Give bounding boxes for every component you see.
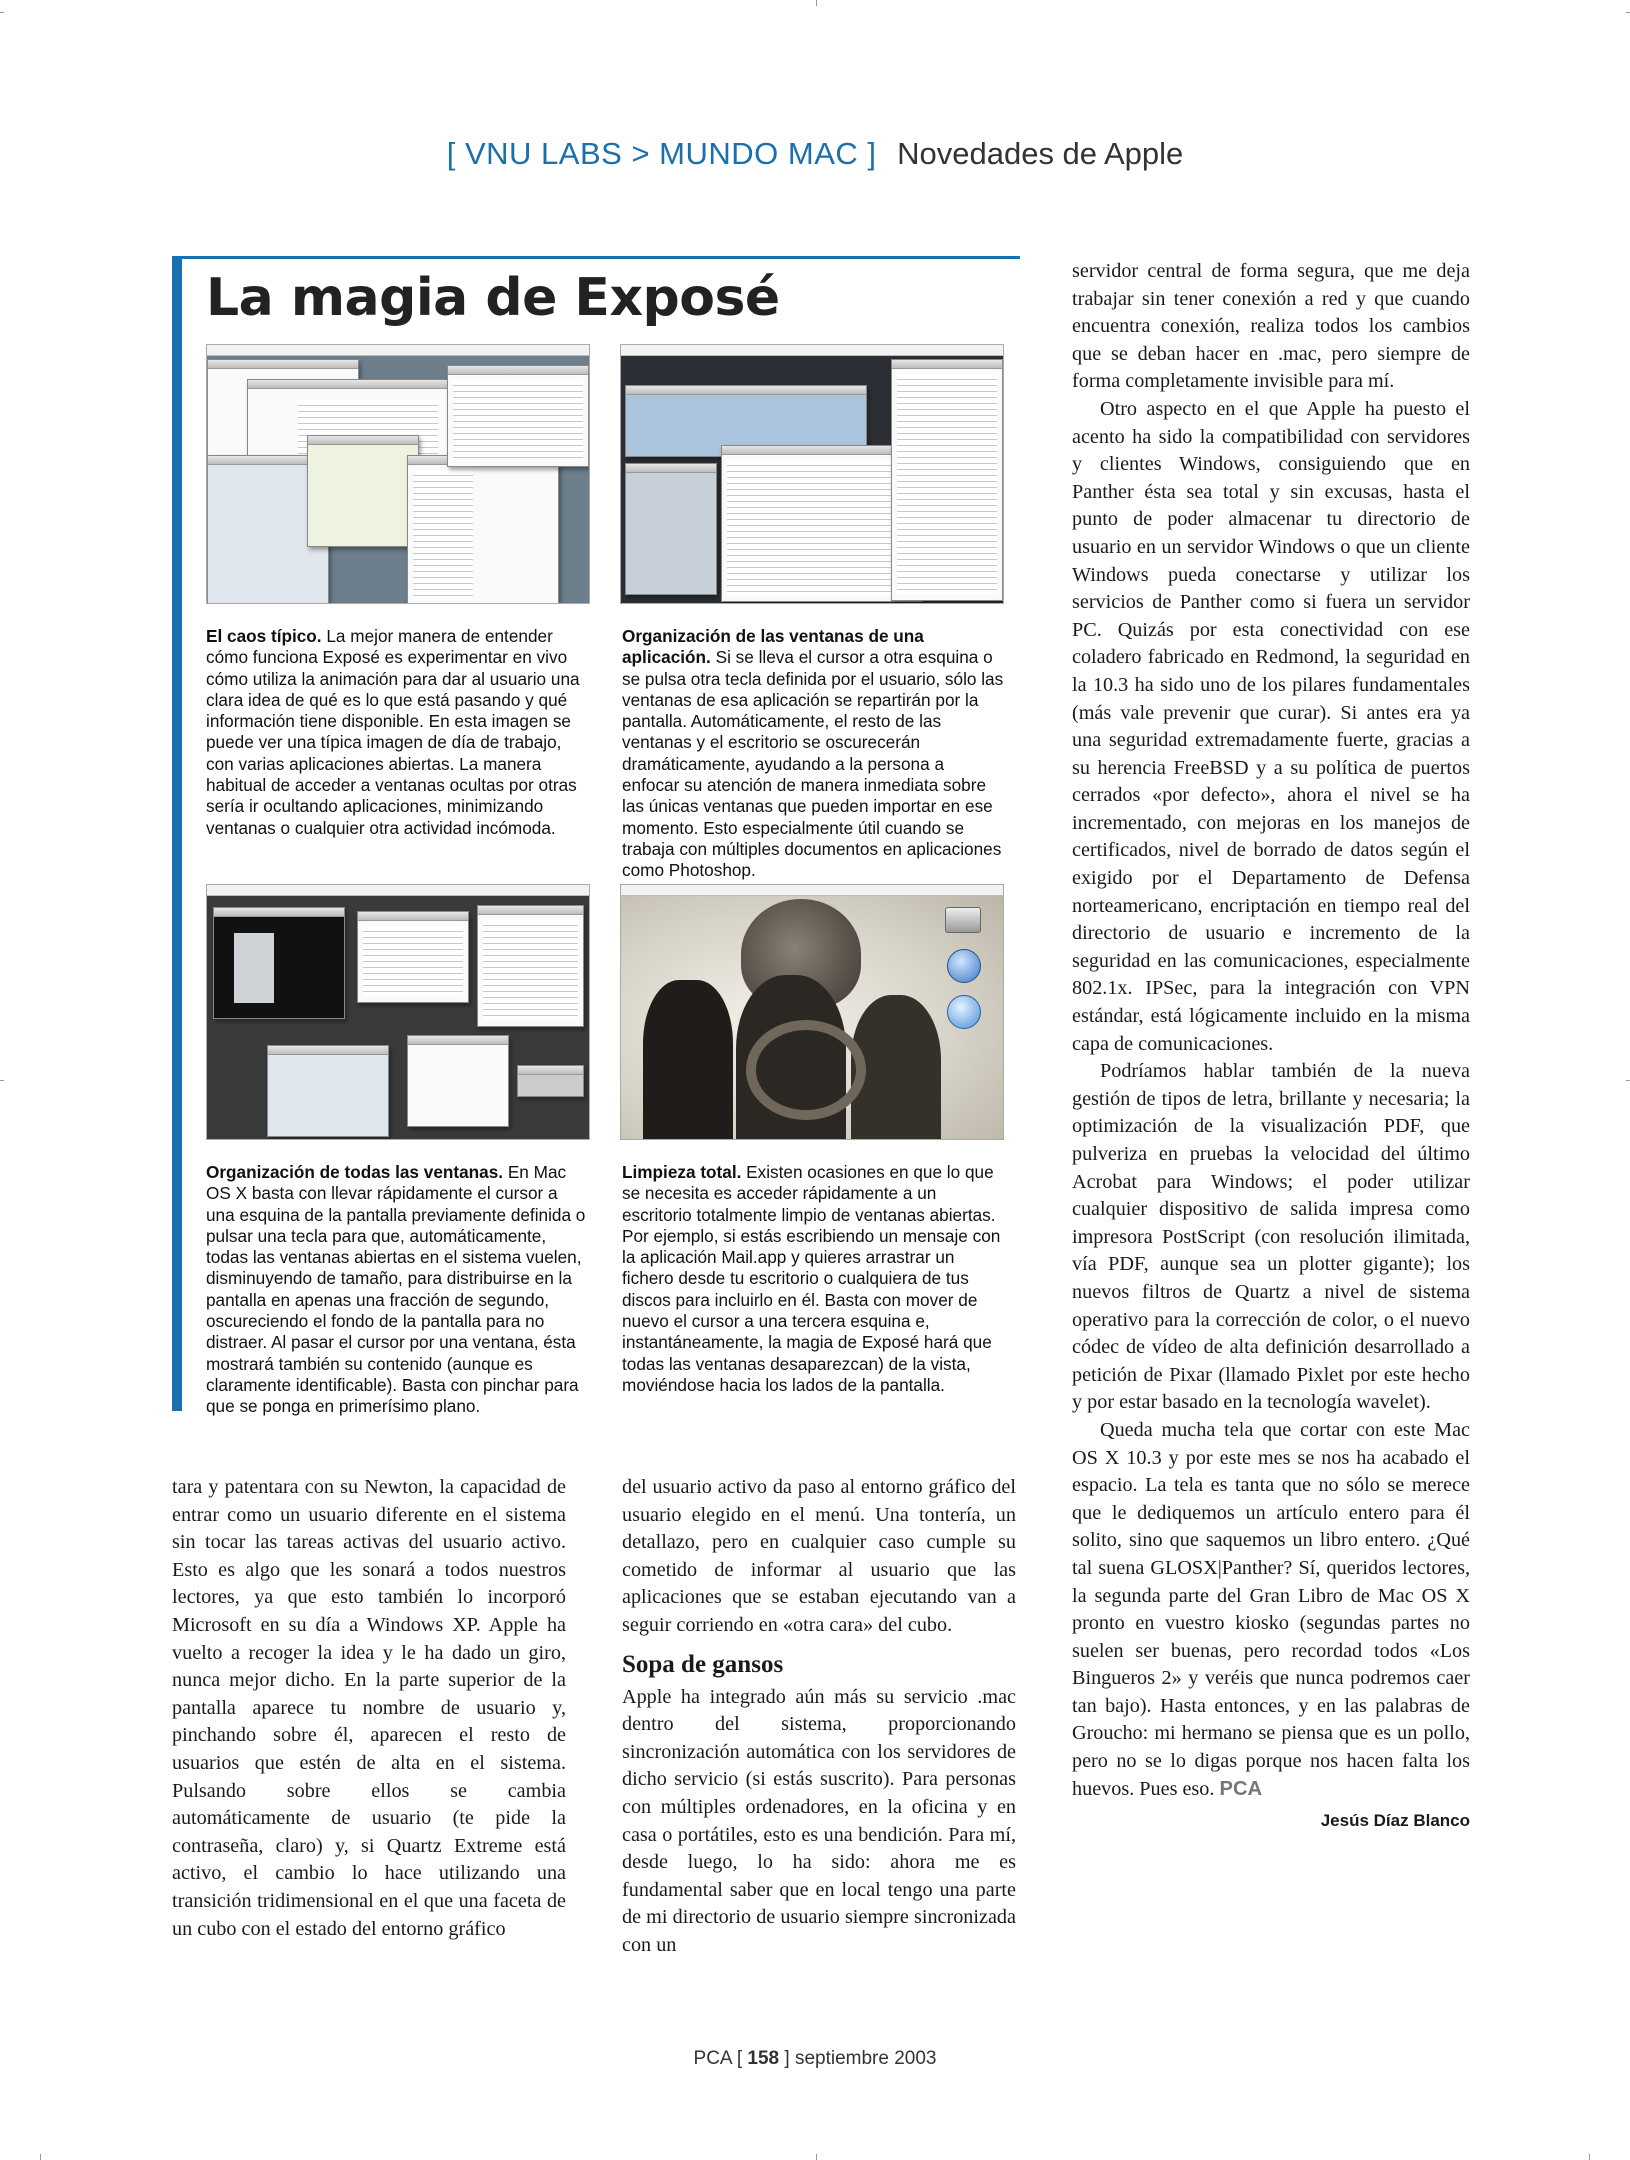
magazine-name: PCA bbox=[693, 2048, 732, 2069]
crop-mark bbox=[40, 2154, 41, 2160]
running-header bbox=[0, 136, 1630, 172]
body-paragraph: tara y patentara con su Newton, la capacidad de entrar como un usuario diferente en el sistema sin tocar las tareas activas del usuario activo. Esto es algo que les sonará a todos nuestros lectores, ya que esto también lo incorporó Microsoft en su día a Windows XP. Apple ha vuelto a recoger la idea y le ha dado un giro, nunca mejor dicho. En la parte superior de la pantalla aparece tu nombre de usuario y, pinchando sobre él, aparecen el resto de usuarios que estén de alta en el sistema. Pulsando sobre ellos se cambia automáticamente de usuario (te pide la contraseña, claro) y, si Quartz Extreme está activo, el cambio lo hace utilizando una transición tridimensional en el que una faceta de un cubo con el estado del entorno gráfico bbox=[172, 1476, 566, 1940]
box-title: La magia de Exposé bbox=[206, 268, 780, 328]
body-text: Queda mucha tela que cortar con este Mac OS X 10.3 y por este mes se nos ha acabado el espacio. La tela es tanta que no sólo se merece que le dediquemos un artículo entero para él solito, sino que saquemos un libro entero. ¿Qué tal suena GLOSX|Panther? Sí, queridos lectores, la segunda parte del Gran Libro de Mac OS X pronto en vuestro kiosko (segundas partes no suelen ser buenas, pero recordad todos «Los Bingueros 2» y veréis que nunca podremos caer tan bajo). Hasta entonces, y en las palabras de Groucho: mi hermano se piensa que es un pollo, pero no se lo digas porque nos hacen falta los huevos. Pues eso. bbox=[1072, 1418, 1470, 1800]
app-window bbox=[407, 1035, 509, 1127]
issue-date: septiembre 2003 bbox=[794, 2048, 937, 2069]
mail-window bbox=[891, 359, 1003, 601]
caption-all-windows bbox=[206, 1162, 590, 1418]
menu-bar bbox=[621, 345, 1003, 356]
caption-text: La mejor manera de entender cómo funciona Exposé es experimentar en vivo cómo utiliza la animación para dar al usuario una clara idea de qué es lo que está pasando y qué información tiene disponible. En esta imagen se puede ver una típica imagen de día de trabajo, con varias aplicaciones abiertas. La manera habitual de acceder a ventanas ocultas por otras sería ir ocultando aplicaciones, minimizando ventanas o cualquier otra actividad incómoda. bbox=[206, 626, 580, 838]
address-book-window bbox=[407, 455, 559, 604]
body-paragraph: Otro aspecto en el que Apple ha puesto el acento ha sido la compatibilidad con servidores y clientes Windows, consiguiendo que en Panther ésta sea total y sin excusas, hasta el punto de poder almacenar tu directorio de usuario en un servidor Windows o que un cliente Windows pueda conectarse y utilizar los servicios de Panther como si fuera un servidor PC. Quizás por esta conectividad con ese coladero fabricado en Redmond, la seguridad en la 10.3 ha sido uno de los pilares fundamentales (más vale prevenir que curar). Si antes era ya una seguridad extremadamente fuerte, gracias a su herencia FreeBSD y a su política de puertos cerrados «por defecto», ahora el nivel se ha incrementado, con mejoras en los manejos de certificados, nivel de borrado de datos según el exigido por el Departamento de Defensa norteamericano, encriptación en tiempo real del directorio de usuario e incremento de la seguridad en las comunicaciones, especialmente 802.1x. IPSec, para la integración con VPN estándar, está lógicamente incluido en la misma capa de comunicaciones. bbox=[1072, 397, 1470, 1055]
caption-text: Existen ocasiones en que lo que se necesita es acceder rápidamente a un escritorio totalmente limpio de ventanas abiertas. Por ejemplo, si estás escribiendo un mensaje con la aplicación Mail.app y quieres arrastrar un fichero desde tu escritorio o cualquiera de tus discos para incluirlo en él. Basta con mover de nuevo el cursor a una tercera esquina e, instantáneamente, la magia de Exposé hará que todas las ventanas desaparezcan) de la vista, moviéndose hacia los lados de la pantalla. bbox=[622, 1162, 1001, 1395]
app-window bbox=[517, 1065, 584, 1097]
body-paragraph: Podríamos hablar también de la nueva gestión de tipos de letra, brillante y necesaria; la optimización de la visualización PDF, que pulveriza en pruebas la velocidad del último Acrobat para Windows; el poder utilizar cualquier dispositivo de salida impresa como impresora PostScript (con resolución ilimitada, vía PDF, aunque sea un plotter gigante); los nuevos filtros de Quartz a nivel de sistema operativo para la corrección de color, o el nuevo códec de vídeo de alta definición desarrollado a petición de Pixar (llamado Pixlet por este hecho y por estar basado en la tecnología wavelet). bbox=[1072, 1060, 1470, 1414]
crop-mark bbox=[0, 1080, 4, 1081]
crop-mark bbox=[816, 2154, 817, 2160]
caption-text: En Mac OS X basta con llevar rápidamente el cursor a una esquina de la pantalla previamente definida o pulsar una tecla para que, automáticamente, todas las ventanas abiertas en el sistema vuelen, disminuyendo de tamaño, para distribuirse en la pantalla en apenas una fracción de segundo, oscureciendo el fondo de la pantalla para no distraer. Al pasar el cursor por una ventana, ésta mostrará también su contenido (aunque es claramente identificable). Basta con pinchar para que se ponga en primerísimo plano. bbox=[206, 1162, 586, 1417]
app-window bbox=[267, 1045, 389, 1137]
bracket-open: [ bbox=[736, 2048, 743, 2069]
crop-mark bbox=[1589, 2154, 1590, 2160]
caption-text: Si se lleva el cursor a otra esquina o se pulsa otra tecla definida por el usuario, sólo las ventanas de esa aplicación se repartirán por la pantalla. Automáticamente, el resto de las ventanas y el escritorio se oscurecerán dramáticamente, ayudando a la persona a enfocar su atención de manera inmediata sobre las únicas ventanas que pueden importar en ese momento. Esto especialmente útil cuando se trabaja con múltiples documentos en aplicaciones como Photoshop. bbox=[622, 647, 1004, 881]
author-signature: Jesús Díaz Blanco bbox=[1320, 1811, 1470, 1831]
screenshot-typical-chaos bbox=[206, 344, 590, 604]
crop-mark bbox=[0, 12, 4, 13]
disk-icon bbox=[947, 995, 981, 1029]
crop-mark bbox=[1626, 1080, 1630, 1081]
chat-window bbox=[307, 435, 419, 547]
crop-mark bbox=[1626, 12, 1630, 13]
box-top-rule bbox=[172, 256, 1020, 259]
mail-window bbox=[625, 463, 717, 595]
harddisk-icon bbox=[945, 907, 981, 933]
app-window bbox=[477, 905, 584, 1027]
bracket-close: ] bbox=[784, 2048, 790, 2069]
page-folio bbox=[0, 2048, 1630, 2070]
caption-typical-chaos bbox=[206, 626, 590, 839]
body-paragraph: del usuario activo da paso al entorno gráfico del usuario elegido en el menú. Una tontería, un detallazo, pero en cualquier caso cumple su cometido de informar al usuario que las aplicaciones que se estaban ejecutando van a seguir corriendo en «otra cara» del cubo. bbox=[622, 1476, 1016, 1636]
screenshot-all-windows bbox=[206, 884, 590, 1140]
body-column-3 bbox=[1072, 258, 1470, 1835]
section-label: [ VNU LABS > MUNDO MAC ] bbox=[446, 136, 877, 171]
body-column-2 bbox=[622, 1474, 1016, 1960]
menu-bar bbox=[621, 885, 1003, 896]
app-window bbox=[213, 907, 345, 1019]
body-paragraph-final bbox=[1072, 1417, 1470, 1803]
network-icon bbox=[947, 949, 981, 983]
screenshot-app-windows bbox=[620, 344, 1004, 604]
box-left-rule bbox=[172, 256, 182, 1411]
body-paragraph: servidor central de forma segura, que me deja trabajar sin tener conexión a red y que cuando encuentra conexión, realiza todos los cambios que se deban hacer en .mac, pero siempre de forma completamente invisible para mí. bbox=[1072, 260, 1470, 393]
caption-app-windows bbox=[622, 626, 1004, 882]
caption-lead: Organización de las ventanas de una aplicación. bbox=[622, 626, 924, 668]
person-figure bbox=[643, 980, 733, 1139]
topic-label: Novedades de Apple bbox=[897, 136, 1184, 171]
caption-clean-desktop bbox=[622, 1162, 1004, 1396]
menu-bar bbox=[207, 885, 589, 896]
page-number: 158 bbox=[747, 2048, 780, 2069]
app-window bbox=[447, 365, 589, 467]
tuba-ring bbox=[746, 1020, 866, 1120]
subheading: Sopa de gansos bbox=[622, 1650, 784, 1678]
crop-mark bbox=[816, 0, 817, 6]
app-window bbox=[357, 911, 469, 1003]
screenshot-clean-desktop bbox=[620, 884, 1004, 1140]
caption-lead: El caos típico. bbox=[206, 626, 322, 646]
body-paragraph: Apple ha integrado aún más su servicio .mac dentro del sistema, proporcionando sincronización automática con los servidores de dicho servicio (si estás suscrito). Para personas con múltiples ordenadores, en la oficina y en casa o portátiles, esto es una bendición. Para mí, desde luego, lo ha sido: ahora me es fundamental saber que en local tengo una parte de mi directorio de usuario siempre sincronizada con un bbox=[622, 1685, 1016, 1956]
end-mark: PCA bbox=[1219, 1777, 1263, 1800]
caption-lead: Organización de todas las ventanas. bbox=[206, 1162, 504, 1182]
body-column-1 bbox=[172, 1474, 566, 1943]
caption-lead: Limpieza total. bbox=[622, 1162, 742, 1182]
menu-bar bbox=[207, 345, 589, 356]
